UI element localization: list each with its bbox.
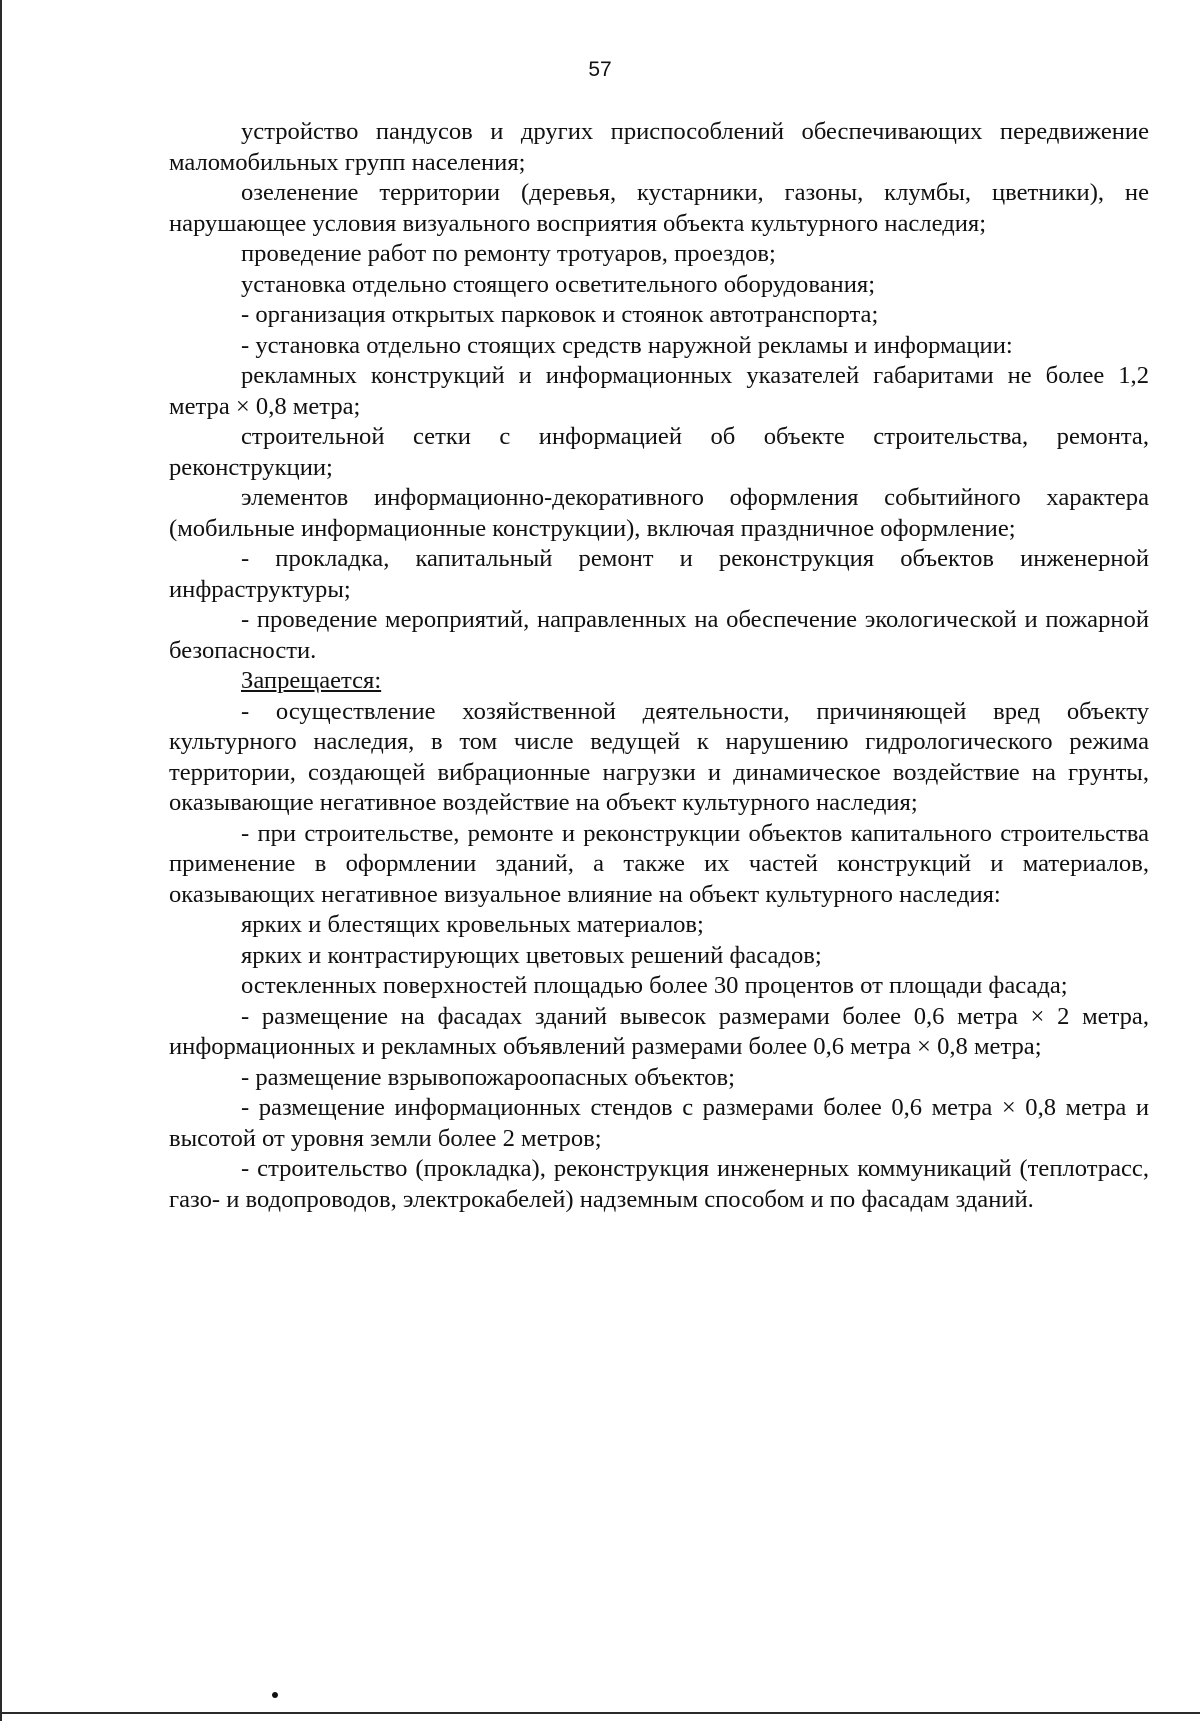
paragraph-sidewalk-repair: проведение работ по ремонту тротуаров, проездов; xyxy=(241,240,776,267)
paragraph-signboards: - размещение на фасадах зданий вывесок размерами более 0,6 метра × 2 метра, информационных и рекламных объявлений размерами более 0,6 метра × 0,8 метра; xyxy=(169,1002,1149,1060)
page-number: 57 xyxy=(588,58,612,81)
document-body xyxy=(169,117,1149,1215)
paragraph-decorative-elements: элементов информационно-декоративного оформления событийного характера (мобильные информационные конструкции), включая праздничное оформление; xyxy=(169,484,1149,542)
paragraph-lighting: установка отдельно стоящего осветительного оборудования; xyxy=(241,270,876,298)
scan-left-border xyxy=(0,0,2,1721)
paragraph-construction-materials: - при строительстве, ремонте и реконструкции объектов капитального строительства применение в оформлении зданий, а также их частей конструкций и материалов, оказывающих негативное визуальное влияние на объект культурного наследия: xyxy=(169,819,1149,908)
paragraph-facade-colors: ярких и контрастирующих цветовых решений фасадов; xyxy=(241,941,822,969)
scan-mark-dot xyxy=(272,1692,278,1698)
paragraph-ad-structures: рекламных конструкций и информационных указателей габаритами не более 1,2 метра × 0,8 метра; xyxy=(169,362,1149,420)
scan-bottom-border xyxy=(0,1712,1200,1714)
paragraph-safety-measures: - проведение мероприятий, направленных на обеспечение экологической и пожарной безопасности. xyxy=(169,606,1149,664)
paragraph-ramps: устройство пандусов и других приспособлений обеспечивающих передвижение маломобильных групп населения; xyxy=(169,118,1149,176)
paragraph-construction-net: строительной сетки с информацией об объекте строительства, ремонта, реконструкции; xyxy=(169,423,1149,481)
section-heading-prohibited: Запрещается: xyxy=(241,667,382,694)
paragraph-infrastructure: - прокладка, капитальный ремонт и реконструкция объектов инженерной инфраструктуры; xyxy=(169,545,1149,603)
paragraph-landscaping: озеленение территории (деревья, кустарники, газоны, клумбы, цветники), не нарушающее условия визуального восприятия объекта культурного наследия; xyxy=(169,179,1149,237)
paragraph-advertising: - установка отдельно стоящих средств наружной рекламы и информации: xyxy=(241,331,1013,359)
paragraph-utilities: - строительство (прокладка), реконструкция инженерных коммуникаций (теплотрасс, газо- и водопроводов, электрокабелей) надземным способом и по фасадам зданий. xyxy=(169,1155,1149,1213)
paragraph-roofing: ярких и блестящих кровельных материалов; xyxy=(241,911,704,938)
paragraph-parking: - организация открытых парковок и стоянок автотранспорта; xyxy=(241,301,879,328)
paragraph-glazing: остекленных поверхностей площадью более 30 процентов от площади фасада; xyxy=(241,972,1068,999)
paragraph-economic-activity: - осуществление хозяйственной деятельности, причиняющей вред объекту культурного наследия, в том числе ведущей к нарушению гидрологического режима территории, создающей вибрационные нагрузки и динамическое воздействие на грунты, оказывающие негативное воздействие на объект культурного наследия; xyxy=(169,697,1149,816)
paragraph-hazardous-objects: - размещение взрывопожароопасных объектов; xyxy=(241,1063,735,1091)
paragraph-info-stands: - размещение информационных стендов с размерами более 0,6 метра × 0,8 метра и высотой от уровня земли более 2 метров; xyxy=(169,1094,1149,1152)
